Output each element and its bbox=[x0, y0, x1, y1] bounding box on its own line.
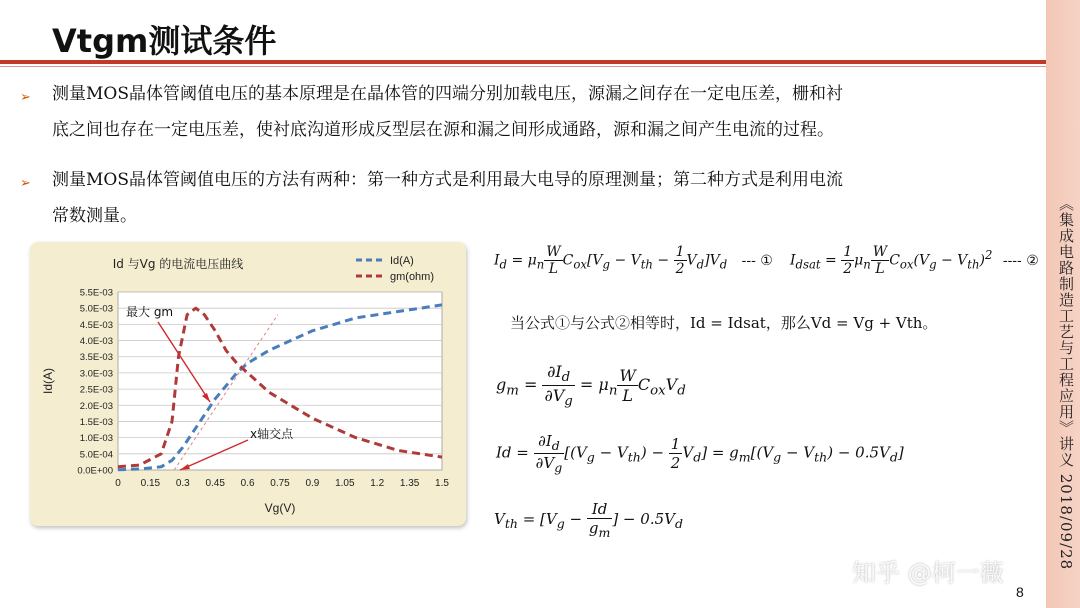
title-divider-thin bbox=[0, 66, 1046, 67]
formula-vth: $V_{th} = [V_g$ − $\frac{Id}{g_m}$ ] − $0.5V_d$ bbox=[494, 500, 683, 540]
y-tick-label: 2.5E-03 bbox=[79, 384, 113, 396]
y-tick-label: 3.0E-03 bbox=[79, 368, 113, 380]
x-tick-label: 0.15 bbox=[140, 478, 161, 489]
y-tick-label: 3.5E-03 bbox=[79, 352, 113, 364]
y-tick-label: 2.0E-03 bbox=[79, 400, 113, 412]
title-divider bbox=[0, 60, 1046, 64]
y-tick-label: 5.0E-04 bbox=[79, 449, 113, 461]
x-tick-label: 0 bbox=[115, 478, 121, 489]
x-tick-label: 0.3 bbox=[175, 478, 190, 489]
formula-idsat: $I_{dsat}$ = $\frac{1}{2}$ $\mu_n$ $\frac{W}{L}$ $C_{ox}(V_g - V_{th})^2$ ---- ② bbox=[790, 244, 1039, 277]
chart-title: Id 与Vg 的电流电压曲线 bbox=[112, 257, 244, 271]
x-tick-label: 1.05 bbox=[335, 478, 355, 489]
x-axis-label: Vg(V) bbox=[264, 501, 296, 515]
y-tick-label: 5.0E-03 bbox=[79, 303, 113, 315]
x-tick-label: 0.75 bbox=[270, 478, 290, 489]
x-tick-label: 1.2 bbox=[370, 478, 385, 489]
x-tick-label: 0.6 bbox=[240, 478, 255, 489]
bullet-1-line-2: 底之间也存在一定电压差，使衬底沟道形成反型层在源和漏之间形成通路，源和漏之间产生电流的过程。 bbox=[52, 120, 834, 140]
x-tick-label: 0.9 bbox=[305, 478, 320, 489]
x-tick-label: 0.45 bbox=[205, 478, 225, 489]
formula-id-gm: Id = $\frac{\partial I_d}{\partial V_g}$ [$(V_g - V_{th})$ − $\frac{1}{2}$ $V_d] = g_m[(V_g - V_{th}) - 0.5V_d]$ bbox=[496, 432, 904, 475]
annotation-max-gm: 最大 gm bbox=[126, 305, 174, 319]
formula-gm: $g_m$ = $\frac{\partial I_d}{\partial V_g}$ = $\mu_n$ $\frac{W}{L}$ $C_{ox}V_d$ bbox=[496, 362, 686, 410]
eq2-marker: ---- ② bbox=[1002, 252, 1039, 269]
side-caption: 《集成电路制造工艺与工程应用》讲义 2018/09/28 bbox=[1057, 196, 1075, 571]
y-tick-label: 5.5E-03 bbox=[79, 287, 113, 299]
slide-title: Vtgm测试条件 bbox=[52, 22, 277, 60]
legend-label: Id(A) bbox=[390, 255, 414, 267]
chart-card bbox=[30, 242, 466, 526]
bullet-marker-2: ➢ bbox=[20, 176, 31, 191]
id-vg-chart bbox=[30, 242, 466, 526]
y-tick-label: 1.0E-03 bbox=[79, 433, 113, 445]
y-tick-label: 0.0E+00 bbox=[77, 465, 113, 477]
condition-text: 当公式①与公式②相等时，Id = Idsat，那么Vd = Vg + Vth。 bbox=[510, 314, 938, 332]
y-tick-label: 4.5E-03 bbox=[79, 319, 113, 331]
bullet-1-line-1: 测量MOS晶体管阈值电压的基本原理是在晶体管的四端分别加载电压，源漏之间存在一定电压差，栅和衬 bbox=[52, 84, 843, 104]
y-tick-label: 4.0E-03 bbox=[79, 336, 113, 348]
y-tick-label: 1.5E-03 bbox=[79, 416, 113, 428]
bullet-2-line-2: 常数测量。 bbox=[52, 206, 137, 226]
y-axis-label: Id(A) bbox=[41, 367, 55, 395]
annotation-x-intercept: x轴交点 bbox=[250, 427, 294, 441]
x-tick-label: 1.5 bbox=[435, 478, 449, 489]
bullet-text-2 bbox=[52, 162, 1037, 234]
bullet-marker-1: ➢ bbox=[20, 90, 31, 105]
formula-id: $I_d = \mu_n$ $\frac{W}{L}$ $C_{ox}[V_g - V_{th}$ − $\frac{1}{2}$ $V_d]V_d$ --- ① bbox=[494, 244, 773, 277]
eq1-marker: --- ① bbox=[741, 252, 773, 269]
watermark: 知乎 @柯一薇 bbox=[852, 559, 1004, 587]
legend-label: gm(ohm) bbox=[390, 271, 435, 283]
bullet-2-line-1: 测量MOS晶体管阈值电压的方法有两种：第一种方式是利用最大电导的原理测量；第二种方式是利用电流 bbox=[52, 170, 843, 190]
x-tick-label: 1.35 bbox=[399, 478, 420, 489]
bullet-text-1 bbox=[52, 76, 1037, 148]
page-number: 8 bbox=[1016, 584, 1024, 600]
